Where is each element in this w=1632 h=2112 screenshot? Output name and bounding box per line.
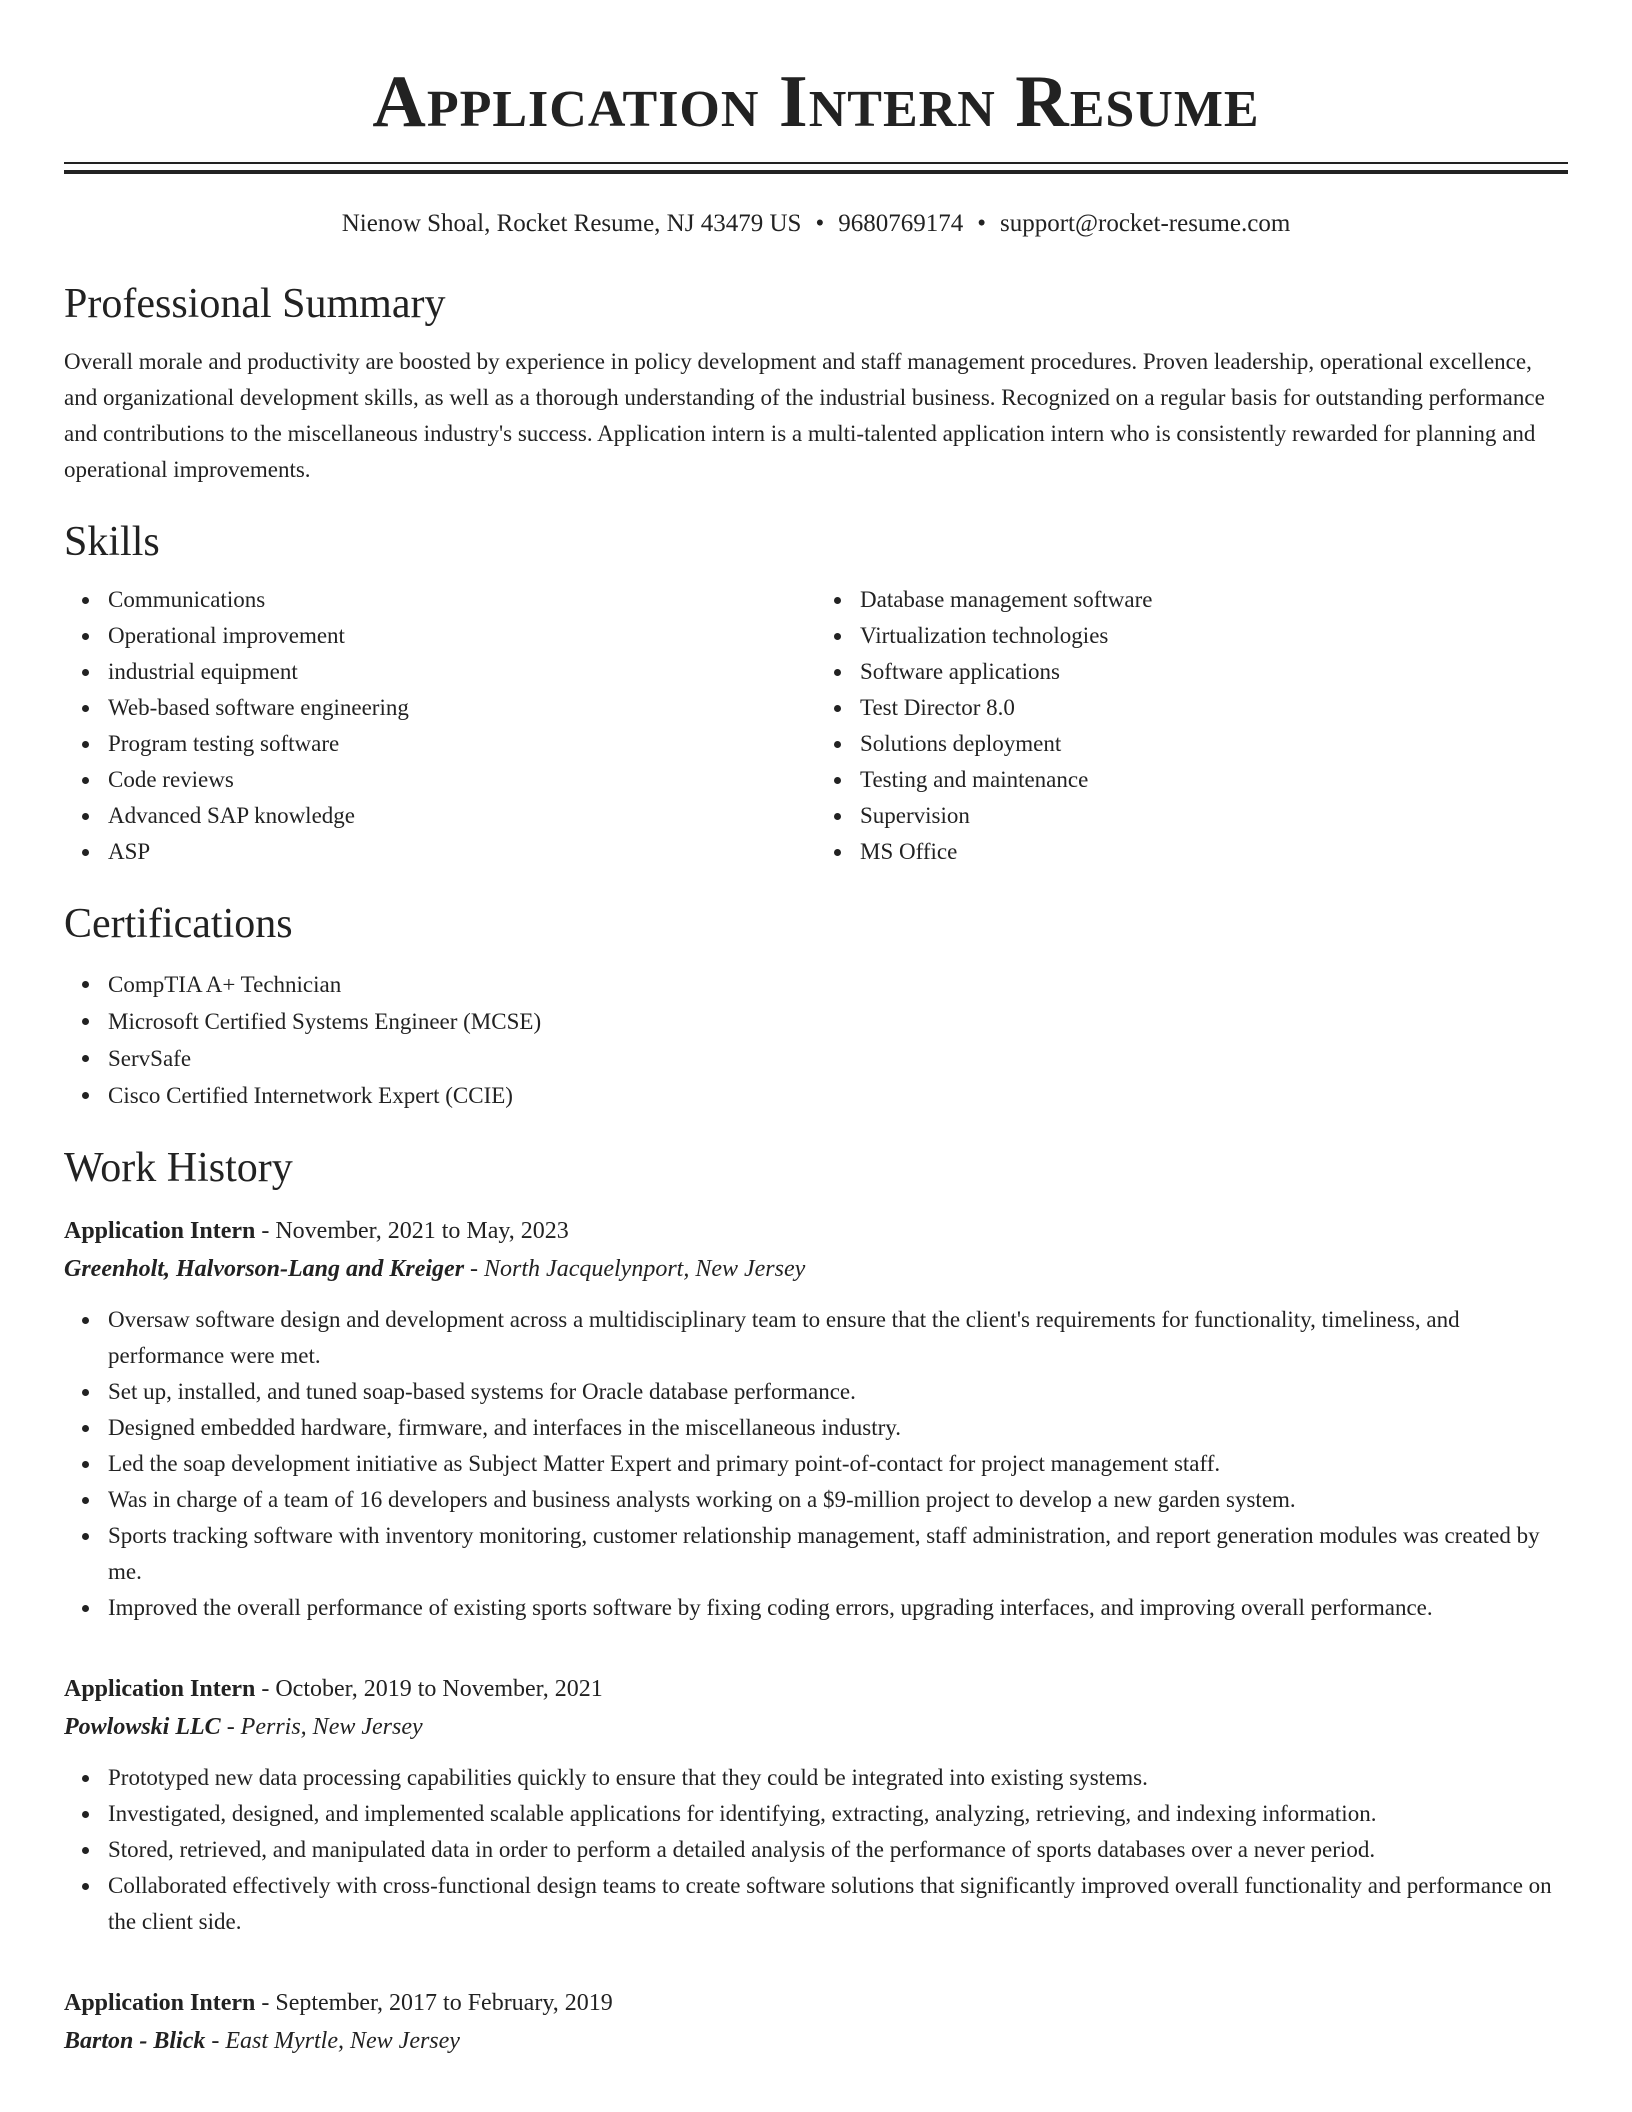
job-dates: - November, 2021 to May, 2023 xyxy=(255,1218,569,1244)
job-bullet: Set up, installed, and tuned soap-based systems for Oracle database performance. xyxy=(108,1374,1568,1410)
job-company-line xyxy=(64,2022,1568,2060)
skills-section xyxy=(64,516,1568,870)
certification-item: ServSafe xyxy=(108,1040,1568,1077)
job-bullet: Sports tracking software with inventory monitoring, customer relationship management, staff administration, and report generation modules was created by me. xyxy=(108,1518,1568,1590)
skill-item: Program testing software xyxy=(108,726,816,762)
job-dates: - October, 2019 to November, 2021 xyxy=(255,1676,603,1702)
job-company-line xyxy=(64,1250,1568,1288)
job-header xyxy=(64,1670,1568,1708)
skill-item: Supervision xyxy=(860,798,1568,834)
skill-item: Web-based software engineering xyxy=(108,690,816,726)
job-entry xyxy=(64,1212,1568,1626)
job-company-line xyxy=(64,1708,1568,1746)
skill-item: Test Director 8.0 xyxy=(860,690,1568,726)
skill-item: Database management software xyxy=(860,582,1568,618)
certifications-list xyxy=(64,966,1568,1114)
job-bullet: Led the soap development initiative as Subject Matter Expert and primary point-of-contact for project management staff. xyxy=(108,1446,1568,1482)
job-bullet: Prototyped new data processing capabilities quickly to ensure that they could be integrated into existing systems. xyxy=(108,1760,1568,1796)
skills-column-right xyxy=(816,582,1568,870)
skill-item: MS Office xyxy=(860,834,1568,870)
certification-item: Cisco Certified Internetwork Expert (CCIE) xyxy=(108,1077,1568,1114)
job-bullet: Collaborated effectively with cross-functional design teams to create software solutions that significantly improved overall functionality and performance on the client side. xyxy=(108,1868,1568,1940)
work-history-heading: Work History xyxy=(64,1145,293,1191)
contact-separator: • xyxy=(977,210,986,237)
job-bullet: Stored, retrieved, and manipulated data in order to perform a detailed analysis of the performance of sports databases over a never period. xyxy=(108,1832,1568,1868)
certifications-heading: Certifications xyxy=(64,901,293,947)
job-location: - East Myrtle, New Jersey xyxy=(205,2028,460,2054)
skill-item: Code reviews xyxy=(108,762,816,798)
skill-item: Testing and maintenance xyxy=(860,762,1568,798)
job-location: - Perris, New Jersey xyxy=(220,1714,423,1740)
job-dates: - September, 2017 to February, 2019 xyxy=(255,1990,613,2016)
skill-item: ASP xyxy=(108,834,816,870)
job-header xyxy=(64,1984,1568,2022)
contact-phone: 9680769174 xyxy=(838,210,964,237)
skills-heading: Skills xyxy=(64,519,160,565)
divider-thick xyxy=(64,170,1568,174)
job-bullet: Investigated, designed, and implemented scalable applications for identifying, extracting, analyzing, retrieving, and indexing information. xyxy=(108,1796,1568,1832)
job-company: Powlowski LLC xyxy=(64,1714,221,1740)
skill-item: Virtualization technologies xyxy=(860,618,1568,654)
skill-item: Operational improvement xyxy=(108,618,816,654)
work-history-section xyxy=(64,1142,1568,2060)
skills-list-right xyxy=(816,582,1568,870)
job-bullet: Oversaw software design and development across a multidisciplinary team to ensure that the client's requirements for functionality, timeliness, and performance were met. xyxy=(108,1302,1568,1374)
job-bullets xyxy=(64,1760,1568,1940)
contact-separator: • xyxy=(815,210,825,237)
contact-address: Nienow Shoal, Rocket Resume, NJ 43479 US xyxy=(341,210,802,237)
job-entry xyxy=(64,1984,1568,2060)
skill-item: Software applications xyxy=(860,654,1568,690)
job-header xyxy=(64,1212,1568,1250)
job-title: Application Intern xyxy=(64,1218,256,1244)
job-title: Application Intern xyxy=(64,1676,256,1702)
job-company: Greenholt, Halvorson-Lang and Kreiger xyxy=(64,1256,465,1282)
certifications-section xyxy=(64,898,1568,1114)
title-divider xyxy=(64,162,1568,174)
job-entry xyxy=(64,1670,1568,1940)
summary-section xyxy=(64,278,1568,488)
skill-item: Communications xyxy=(108,582,816,618)
skill-item: Advanced SAP knowledge xyxy=(108,798,816,834)
certification-item: CompTIA A+ Technician xyxy=(108,966,1568,1003)
job-title: Application Intern xyxy=(64,1990,256,2016)
contact-line xyxy=(64,208,1568,240)
certification-item: Microsoft Certified Systems Engineer (MCSE) xyxy=(108,1003,1568,1040)
job-bullets xyxy=(64,1302,1568,1626)
job-company: Barton - Blick xyxy=(64,2028,206,2054)
job-location: - North Jacquelynport, New Jersey xyxy=(464,1256,806,1282)
job-bullet: Was in charge of a team of 16 developers and business analysts working on a $9-million project to develop a new garden system. xyxy=(108,1482,1568,1518)
contact-email: support@rocket-resume.com xyxy=(999,210,1291,237)
page-title: Application Intern Resume xyxy=(372,61,1260,143)
skill-item: Solutions deployment xyxy=(860,726,1568,762)
skill-item: industrial equipment xyxy=(108,654,816,690)
summary-heading: Professional Summary xyxy=(64,281,446,327)
skills-grid xyxy=(64,582,1568,870)
job-bullet: Improved the overall performance of existing sports software by fixing coding errors, upgrading interfaces, and improving overall performance. xyxy=(108,1590,1568,1626)
job-bullet: Designed embedded hardware, firmware, and interfaces in the miscellaneous industry. xyxy=(108,1410,1568,1446)
skills-column-left xyxy=(64,582,816,870)
skills-list-left xyxy=(64,582,816,870)
summary-text: Overall morale and productivity are boosted by experience in policy development and staff management procedures. Proven leadership, operational excellence, and organizational development skills, as well as a thorough understanding of the industrial business. Recognized on a regular basis for outstanding performance and contributions to the miscellaneous industry's success. Application intern is a multi-talented application intern who is consistently rewarded for planning and operational improvements. xyxy=(64,349,1545,482)
